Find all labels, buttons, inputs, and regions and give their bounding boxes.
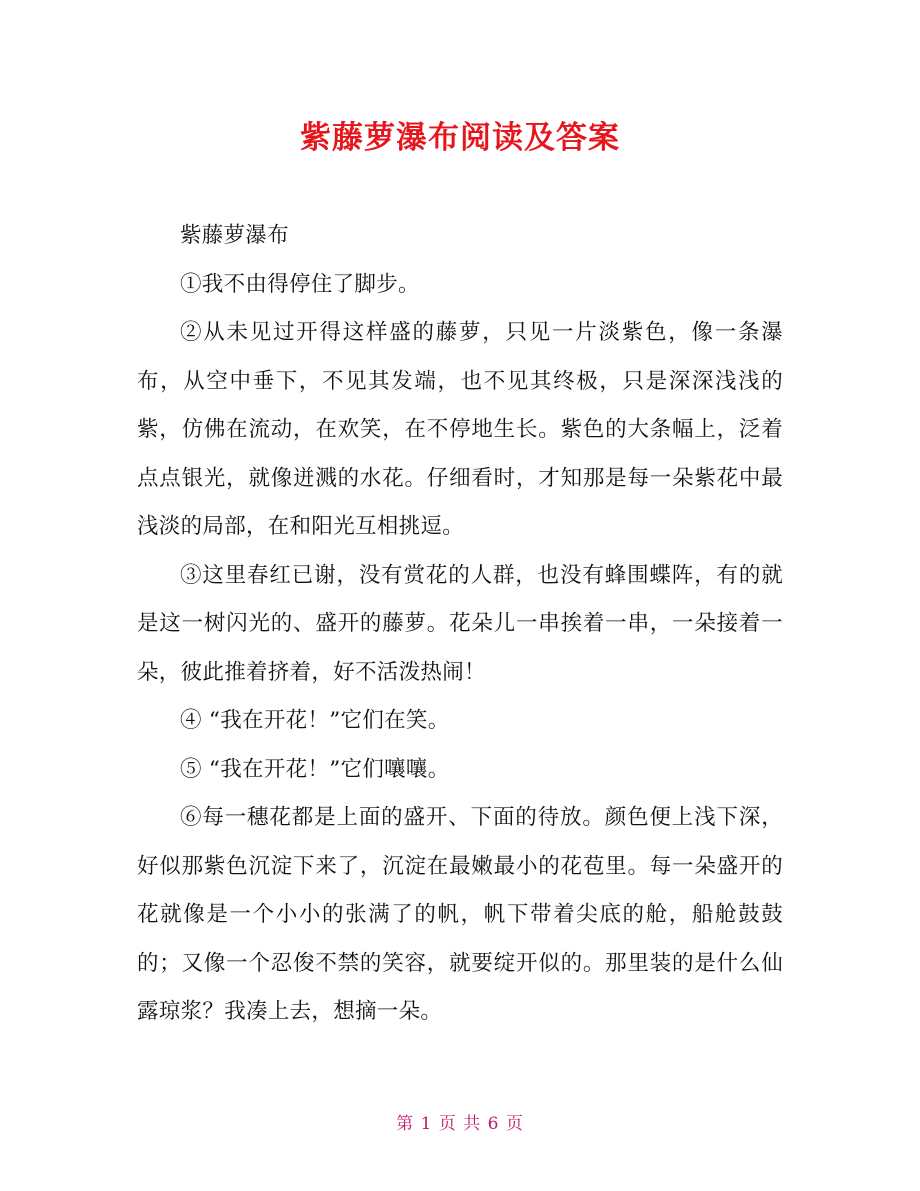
- page-number-footer: 第 1 页 共 6 页: [396, 1114, 524, 1134]
- body-paragraph-1: ①我不由得停住了脚步。: [180, 271, 420, 297]
- body-paragraph-5: ⑤ “我在开花！”它们嚷嚷。: [180, 756, 450, 782]
- body-paragraph-4: ④ “我在开花！”它们在笑。: [180, 708, 450, 733]
- document-title: 紫藤萝瀑布阅读及答案: [300, 120, 620, 156]
- body-paragraph-3: ③这里春红已谢，没有赏花的人群，也没有蜂围蝶阵，有的就是这一树闪光的、盛开的藤萝。花朵儿一串挨着一串，一朵接着一朵，彼此推着挤着，好不活泼热闹！: [137, 562, 783, 685]
- body-paragraph-2: ②从未见过开得这样盛的藤萝，只见一片淡紫色，像一条瀑布，从空中垂下，不见其发端，也不见其终极，只是深深浅浅的紫，仿佛在流动，在欢笑，在不停地生长。紫色的大条幅上，泛着点点银光，就像迸溅的水花。仔细看时，才知那是每一朵紫花中最浅淡的局部，在和阳光互相挑逗。: [137, 320, 783, 539]
- document-body: [137, 212, 783, 1037]
- body-paragraph-subtitle: 紫藤萝瀑布: [180, 223, 290, 248]
- body-paragraph-6: ⑥每一穗花都是上面的盛开、下面的待放。颜色便上浅下深，好似那紫色沉淀下来了，沉淀在最嫩最小的花苞里。每一朵盛开的花就像是一个小小的张满了的帆，帆下带着尖底的舱，船舱鼓鼓的；又像一个忍俊不禁的笑容，就要绽开似的。那里装的是什么仙露琼浆？我凑上去，想摘一朵。: [137, 805, 783, 1024]
